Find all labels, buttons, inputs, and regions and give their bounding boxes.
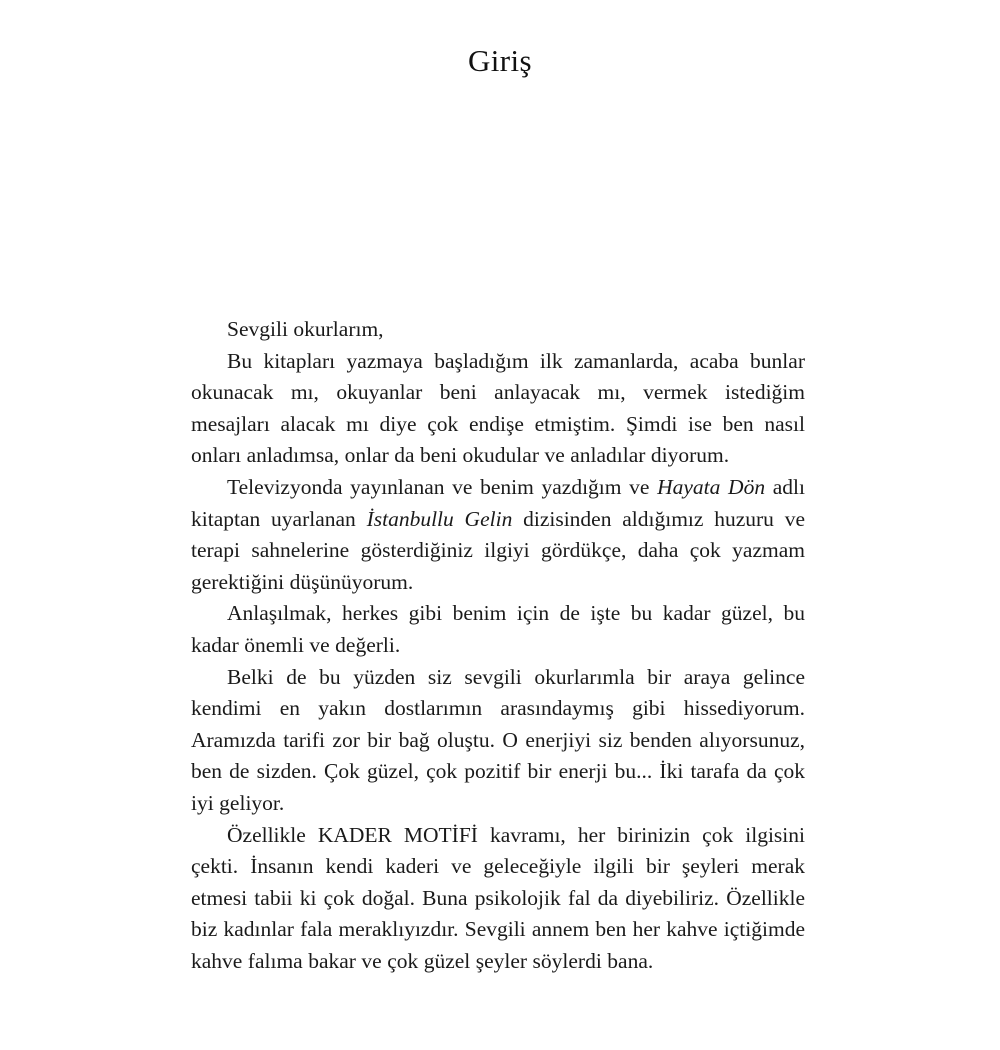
paragraph-3-text-before-title-1: Televizyonda yayınlanan ve benim yazdığım ve bbox=[227, 474, 658, 499]
term-kader-motifi: KADER MOTİFİ bbox=[317, 822, 478, 847]
book-title-hayata-don: Hayata Dön bbox=[657, 474, 766, 499]
series-title-istanbullu-gelin: İstanbullu Gelin bbox=[366, 506, 513, 531]
paragraph-salutation: Sevgili okurlarım, bbox=[227, 317, 384, 341]
paragraph-3-text-after-title-2: dizisinden aldığımız huzuru ve terapi sahnelerine gösterdiğiniz ilgiyi gördükçe, daha çok yazmam gerektiğini düşünüyorum. bbox=[191, 506, 805, 594]
paragraph-6 bbox=[191, 820, 805, 978]
paragraph-3 bbox=[191, 472, 805, 598]
paragraph-6-text-after-term: kavramı, her birinizin çok ilgisini çekti. İnsanın kendi kaderi ve geleceğiyle ilgili bir şeyleri merak etmesi tabii ki çok doğal. Buna psikolojik fal da diyebiliriz. Özellikle biz kadınlar fala meraklıyızdır. Sevgili annem ben her kahve içtiğimde kahve falıma bakar ve çok güzel şeyler söylerdi bana. bbox=[191, 822, 805, 973]
paragraph-2: Bu kitapları yazmaya başladığım ilk zamanlarda, acaba bunlar okunacak mı, okuyanlar beni anlayacak mı, vermek istediğim mesajları alacak mı diye çok endişe etmiştim. Şimdi ise ben nasıl onları anladımsa, onlar da beni okudular ve anladılar diyorum. bbox=[191, 348, 805, 468]
paragraph-3-text-between-titles: adlı kitaptan uyarlanan bbox=[191, 474, 805, 531]
chapter-title: Giriş bbox=[468, 42, 532, 78]
body-text-block bbox=[191, 314, 805, 977]
paragraph-5: Belki de bu yüzden siz sevgili okurlarımla bir araya gelince kendimi en yakın dostlarımın arasındaymış gibi hissediyorum. Aramızda tarifi zor bir bağ oluştu. O enerjiyi siz benden alıyorsunuz, ben de sizden. Çok güzel, çok pozitif bir enerji bu... İki tarafa da çok iyi geliyor. bbox=[191, 664, 805, 815]
paragraph-4: Anlaşılmak, herkes gibi benim için de işte bu kadar güzel, bu kadar önemli ve değerli. bbox=[191, 601, 805, 657]
paragraph-6-text-before-term: Özellikle bbox=[227, 822, 318, 847]
